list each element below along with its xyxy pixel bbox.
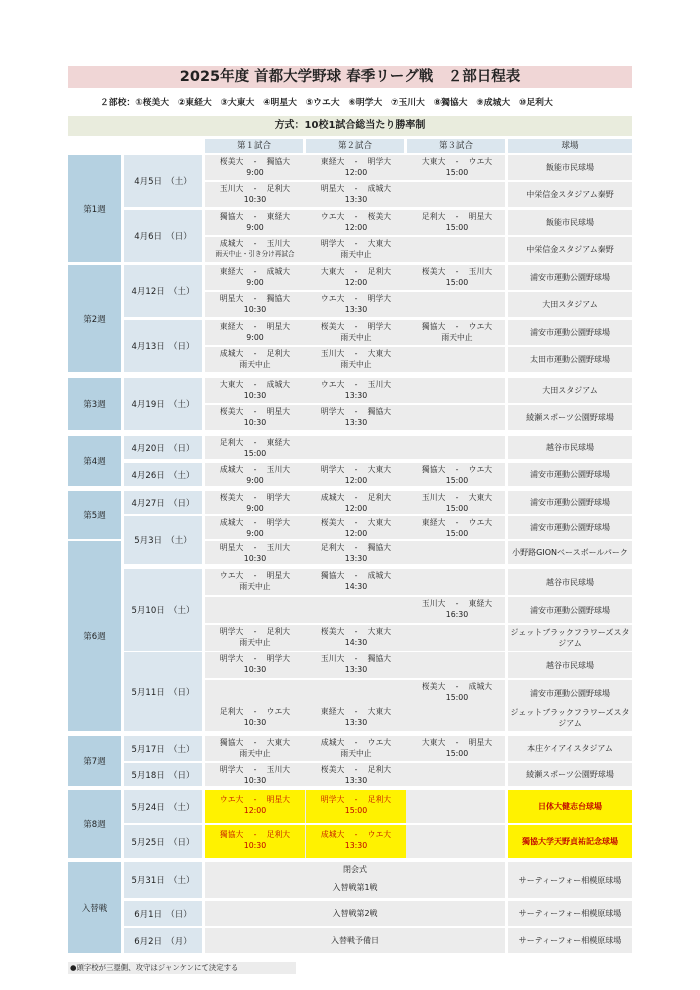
col-header-game1: 第１試合: [205, 139, 303, 153]
game-cell: [407, 492, 507, 514]
match-time: 9:00: [246, 168, 264, 177]
match-time: 12:00: [344, 476, 368, 485]
week-label: 入替戦: [68, 862, 121, 953]
game-cell: [205, 293, 305, 315]
game-cell: [306, 570, 406, 592]
venue-cell: 日体大健志台球場: [508, 790, 632, 823]
venue-cell: 獨協大学天野貞祐記念球場: [508, 825, 632, 858]
week-label: 第8週: [68, 790, 121, 858]
venue-cell: 浦安市運動公園野球場: [508, 680, 632, 706]
match-time: 10:30: [243, 841, 267, 850]
match-time: 10:30: [243, 665, 267, 674]
matchup: 成城大 - ウエ大: [320, 830, 392, 839]
match-row: [205, 155, 505, 180]
game-cell: [306, 321, 406, 343]
matchup: 東経大 - 成城大: [219, 267, 291, 276]
game-cell: [306, 293, 406, 315]
match-row: [205, 347, 505, 372]
venue-cell: 浦安市運動公園野球場: [508, 516, 632, 539]
matchup: 獨協大 - 足利大: [219, 830, 291, 839]
venue-cell: サーティーフォー相模原球場: [508, 862, 632, 898]
game-cell: [407, 156, 507, 178]
match-time: 13:30: [344, 418, 368, 427]
match-row: [205, 569, 505, 595]
game-cell: [205, 406, 305, 428]
match-time: 雨天中止: [340, 333, 372, 342]
game-cell: [306, 379, 406, 401]
col-header-venue: 球場: [508, 139, 632, 153]
match-time: 15:00: [445, 504, 469, 513]
game-cell: [205, 542, 305, 564]
match-time: 雨天中止: [239, 582, 271, 591]
matchup: 足利大 - 東経大: [219, 438, 291, 447]
venue-cell: 飯能市民球場: [508, 155, 632, 180]
date-label: 5月25日 （日）: [124, 825, 202, 858]
date-label: 4月27日 （日）: [124, 491, 202, 514]
matchup: 明星大 - 成城大: [320, 184, 392, 193]
match-row: [205, 680, 505, 706]
match-row: [205, 763, 505, 786]
date-label: 4月12日 （土）: [124, 265, 202, 317]
match-time: 13:30: [344, 665, 368, 674]
col-header-game3: 第３試合: [407, 139, 505, 153]
match-time: 10:30: [243, 718, 267, 727]
game-cell: [205, 321, 305, 343]
venue-cell: 浦安市運動公園野球場: [508, 597, 632, 623]
venue-cell: 浦安市運動公園野球場: [508, 491, 632, 514]
matchup: 足利大 - 明星大: [421, 212, 493, 221]
week-label: 第6週: [68, 541, 121, 731]
matchup: 成城大 - 足利大: [219, 349, 291, 358]
venue-cell: 越谷市民球場: [508, 569, 632, 595]
matchup: ウエ大 - 玉川大: [320, 380, 392, 389]
game-cell: [306, 348, 406, 370]
matchup: ウエ大 - 桜美大: [320, 212, 392, 221]
venue-cell: 綾瀬スポーツ公園野球場: [508, 405, 632, 430]
match-row: [205, 625, 505, 651]
date-label: 4月20日 （日）: [124, 436, 202, 459]
match-time: 13:30: [344, 776, 368, 785]
match-row: [205, 541, 505, 564]
match-time: 雨天中止: [340, 749, 372, 758]
match-time: 10:30: [243, 305, 267, 314]
match-time: 15:00: [445, 223, 469, 232]
game-cell: [306, 706, 406, 728]
venue-cell: 大田スタジアム: [508, 378, 632, 403]
matchup: 東経大 - 明学大: [320, 157, 392, 166]
match-time: 雨天中止: [239, 638, 271, 647]
week-label: 第3週: [68, 378, 121, 430]
match-time: 13:30: [344, 554, 368, 563]
game-cell: [306, 790, 406, 823]
matchup: 明学大 - 玉川大: [219, 765, 291, 774]
date-label: 5月24日 （土）: [124, 790, 202, 823]
event-label: 入替戦第1戦: [332, 883, 378, 892]
matchup: 大東大 - 足利大: [320, 267, 392, 276]
match-time: 9:00: [246, 278, 264, 287]
matchup: 明学大 - 明学大: [219, 654, 291, 663]
game-cell: [306, 626, 406, 648]
match-row: [205, 237, 505, 262]
game-cell: [306, 266, 406, 288]
match-time: 雨天中止: [340, 250, 372, 259]
game-cell: [407, 211, 507, 233]
game-cell: [205, 570, 305, 592]
match-time: 13:30: [344, 841, 368, 850]
match-row: [205, 378, 505, 403]
format-banner: 方式：10校1試合総当たり勝率制: [68, 116, 632, 136]
matchup: ウエ大 - 明星大: [219, 795, 291, 804]
footnote: ●頭字校が三塁側、攻守はジャンケンにて決定する: [68, 962, 296, 974]
match-time: 15:00: [445, 278, 469, 287]
match-row: [205, 292, 505, 317]
match-row: [205, 790, 505, 823]
week-label: 第5週: [68, 491, 121, 539]
match-row: [205, 182, 505, 207]
date-label: 5月18日 （日）: [124, 763, 202, 786]
game-cell: [306, 211, 406, 233]
venue-cell: 中栄信金スタジアム秦野: [508, 182, 632, 207]
match-time: 10:30: [243, 776, 267, 785]
game-cell: [205, 156, 305, 178]
event-label: 閉会式: [343, 865, 367, 874]
game-cell: [205, 464, 305, 486]
match-row: [205, 265, 505, 290]
matchup: 大東大 - ウエ大: [421, 157, 493, 166]
match-time: 10:30: [243, 418, 267, 427]
venue-cell: 浦安市運動公園野球場: [508, 265, 632, 290]
venue-cell: 本庄ケイアイスタジアム: [508, 736, 632, 761]
venue-cell: ジェットブラックフラワーズスタジアム: [508, 705, 632, 731]
matchup: 明学大 - 足利大: [219, 627, 291, 636]
match-time: 9:00: [246, 223, 264, 232]
matchup: 獨協大 - 大東大: [219, 738, 291, 747]
matchup: 成城大 - ウエ大: [320, 738, 392, 747]
game-cell: [306, 156, 406, 178]
matchup: 玉川大 - 大東大: [421, 493, 493, 502]
matchup: 桜美大 - 玉川大: [421, 267, 493, 276]
matchup: 成城大 - 玉川大: [219, 239, 291, 248]
match-time: 12:00: [344, 168, 368, 177]
match-row: [205, 436, 505, 459]
week-label: 第1週: [68, 155, 121, 262]
game-cell: [205, 653, 305, 675]
matchup: 桜美大 - 足利大: [320, 765, 392, 774]
date-label: 4月5日 （土）: [124, 155, 202, 207]
match-time: 15:00: [445, 749, 469, 758]
match-time: 雨天中止・引き分け再試合: [215, 250, 295, 258]
venue-cell: 中栄信金スタジアム秦野: [508, 237, 632, 262]
game-cell: [407, 464, 507, 486]
col-header-game2: 第２試合: [306, 139, 404, 153]
game-cell: [205, 238, 305, 260]
match-time: 13:30: [344, 718, 368, 727]
matchup: 明学大 - 大東大: [320, 465, 392, 474]
game-cell: [407, 737, 507, 759]
match-time: 15:00: [445, 476, 469, 485]
schools-list: ２部校：①桜美大 ②東経大 ③大東大 ④明星大 ⑤ウエ大 ⑥明学大 ⑦玉川大 ⑧獨協大 ⑨成城大 ⑩足利大: [100, 98, 553, 108]
match-row: [205, 652, 505, 678]
match-time: 13:30: [344, 391, 368, 400]
matchup: 東経大 - 明星大: [219, 322, 291, 331]
match-row: [205, 862, 505, 898]
match-time: 13:30: [344, 195, 368, 204]
matchup: 玉川大 - 獨協大: [320, 654, 392, 663]
matchup: 成城大 - 玉川大: [219, 465, 291, 474]
match-time: 10:30: [243, 554, 267, 563]
match-time: 9:00: [246, 476, 264, 485]
game-cell: [205, 737, 305, 759]
match-row: [205, 463, 505, 486]
game-cell: [306, 183, 406, 205]
match-time: 14:30: [344, 638, 368, 647]
matchup: 東経大 - 大東大: [320, 707, 392, 716]
game-cell: [205, 266, 305, 288]
venue-cell: サーティーフォー相模原球場: [508, 928, 632, 953]
matchup: 獨協大 - ウエ大: [421, 322, 493, 331]
game-cell: [205, 790, 305, 823]
game-cell: [407, 321, 507, 343]
match-time: 12:00: [344, 529, 368, 538]
venue-cell: 綾瀬スポーツ公園野球場: [508, 763, 632, 786]
venue-cell: 浦安市運動公園野球場: [508, 463, 632, 486]
date-label: 4月26日 （土）: [124, 463, 202, 486]
matchup: 獨協大 - 成城大: [320, 571, 392, 580]
venue-cell: 越谷市民球場: [508, 436, 632, 459]
game-cell: [407, 517, 507, 539]
venue-cell: 越谷市民球場: [508, 652, 632, 678]
match-time: 12:00: [243, 806, 267, 815]
matchup: 桜美大 - 獨協大: [219, 157, 291, 166]
game-cell: [407, 598, 507, 620]
matchup: 玉川大 - 東経大: [421, 599, 493, 608]
matchup: 明学大 - 大東大: [320, 239, 392, 248]
match-time: 15:00: [445, 529, 469, 538]
venue-cell: サーティーフォー相模原球場: [508, 901, 632, 926]
matchup: 明学大 - 獨協大: [320, 407, 392, 416]
matchup: 成城大 - 明学大: [219, 518, 291, 527]
match-time: 16:30: [445, 610, 469, 619]
game-cell: [205, 626, 305, 648]
game-cell: [306, 653, 406, 675]
match-time: 9:00: [246, 529, 264, 538]
game-cell: [407, 681, 507, 703]
game-cell: [306, 825, 406, 858]
matchup: 玉川大 - 足利大: [219, 184, 291, 193]
game-cell: [205, 492, 305, 514]
date-label: 5月11日 （日）: [124, 652, 202, 731]
match-row: [205, 901, 505, 926]
game-cell: [306, 492, 406, 514]
matchup: ウエ大 - 明星大: [219, 571, 291, 580]
week-label: 第2週: [68, 265, 121, 372]
date-label: 5月3日 （土）: [124, 516, 202, 564]
match-row: [205, 210, 505, 235]
matchup: 足利大 - ウエ大: [219, 707, 291, 716]
matchup: 明星大 - 獨協大: [219, 294, 291, 303]
match-time: 12:00: [344, 504, 368, 513]
game-cell: [205, 183, 305, 205]
matchup: 東経大 - ウエ大: [421, 518, 493, 527]
matchup: 獨協大 - 東経大: [219, 212, 291, 221]
matchup: ウエ大 - 明学大: [320, 294, 392, 303]
game-cell: [306, 517, 406, 539]
game-cell: [306, 238, 406, 260]
match-time: 14:30: [344, 582, 368, 591]
venue-cell: 太田市運動公園野球場: [508, 347, 632, 372]
matchup: 玉川大 - 大東大: [320, 349, 392, 358]
game-cell: [306, 737, 406, 759]
game-cell: [205, 437, 305, 459]
date-label: 4月13日 （日）: [124, 320, 202, 372]
match-time: 雨天中止: [239, 749, 271, 758]
date-label: 4月19日 （土）: [124, 378, 202, 430]
match-time: 15:00: [445, 693, 469, 702]
match-time: 9:00: [246, 504, 264, 513]
game-cell: [205, 517, 305, 539]
venue-cell: 小野路GIONベースボールパーク: [508, 541, 632, 564]
venue-cell: 浦安市運動公園野球場: [508, 320, 632, 345]
matchup: 桜美大 - 明星大: [219, 407, 291, 416]
venue-cell: ジェットブラックフラワーズスタジアム: [508, 625, 632, 651]
match-time: 雨天中止: [340, 360, 372, 369]
match-time: 9:00: [246, 333, 264, 342]
game-cell: [205, 706, 305, 728]
match-row: [205, 516, 505, 539]
match-time: 10:30: [243, 195, 267, 204]
game-cell: [205, 825, 305, 858]
date-label: 5月31日 （土）: [124, 862, 202, 898]
match-time: 15:00: [445, 168, 469, 177]
game-cell: [407, 266, 507, 288]
game-cell: [306, 464, 406, 486]
match-row: [205, 705, 505, 731]
game-cell: [306, 406, 406, 428]
matchup: 桜美大 - 明学大: [320, 322, 392, 331]
match-time: 雨天中止: [441, 333, 473, 342]
game-cell: [205, 211, 305, 233]
event-label: 入替戦第2戦: [332, 908, 378, 918]
date-label: 5月17日 （土）: [124, 736, 202, 761]
date-label: 6月2日 （月）: [124, 928, 202, 953]
match-row: [205, 736, 505, 761]
game-cell: [205, 764, 305, 786]
match-time: 雨天中止: [239, 360, 271, 369]
match-row: [205, 597, 505, 623]
match-row: [205, 320, 505, 345]
event-label: 入替戦予備日: [331, 935, 379, 945]
matchup: 成城大 - 足利大: [320, 493, 392, 502]
game-cell: [306, 542, 406, 564]
match-row: [205, 491, 505, 514]
date-label: 6月1日 （日）: [124, 901, 202, 926]
week-label: 第7週: [68, 736, 121, 786]
venue-cell: 飯能市民球場: [508, 210, 632, 235]
game-cell: [306, 764, 406, 786]
week-label: 第4週: [68, 436, 121, 486]
matchup: 桜美大 - 成城大: [421, 682, 493, 691]
match-row: [205, 928, 505, 953]
match-row: [205, 825, 505, 858]
game-cell: [205, 379, 305, 401]
matchup: 大東大 - 明星大: [421, 738, 493, 747]
match-time: 12:00: [344, 223, 368, 232]
matchup: 獨協大 - ウエ大: [421, 465, 493, 474]
matchup: 大東大 - 成城大: [219, 380, 291, 389]
match-time: 15:00: [344, 806, 368, 815]
matchup: 桜美大 - 大東大: [320, 518, 392, 527]
game-cell: [205, 348, 305, 370]
match-time: 12:00: [344, 278, 368, 287]
matchup: 明星大 - 玉川大: [219, 543, 291, 552]
match-row: [205, 405, 505, 430]
match-time: 10:30: [243, 391, 267, 400]
match-time: 13:30: [344, 305, 368, 314]
matchup: 桜美大 - 明学大: [219, 493, 291, 502]
date-label: 5月10日 （土）: [124, 569, 202, 651]
venue-cell: 大田スタジアム: [508, 292, 632, 317]
date-label: 4月6日 （日）: [124, 210, 202, 262]
matchup: 明学大 - 足利大: [320, 795, 392, 804]
match-time: 15:00: [243, 449, 267, 458]
page-title: 2025年度 首都大学野球 春季リーグ戦 ２部日程表: [68, 66, 632, 88]
matchup: 桜美大 - 大東大: [320, 627, 392, 636]
matchup: 足利大 - 獨協大: [320, 543, 392, 552]
